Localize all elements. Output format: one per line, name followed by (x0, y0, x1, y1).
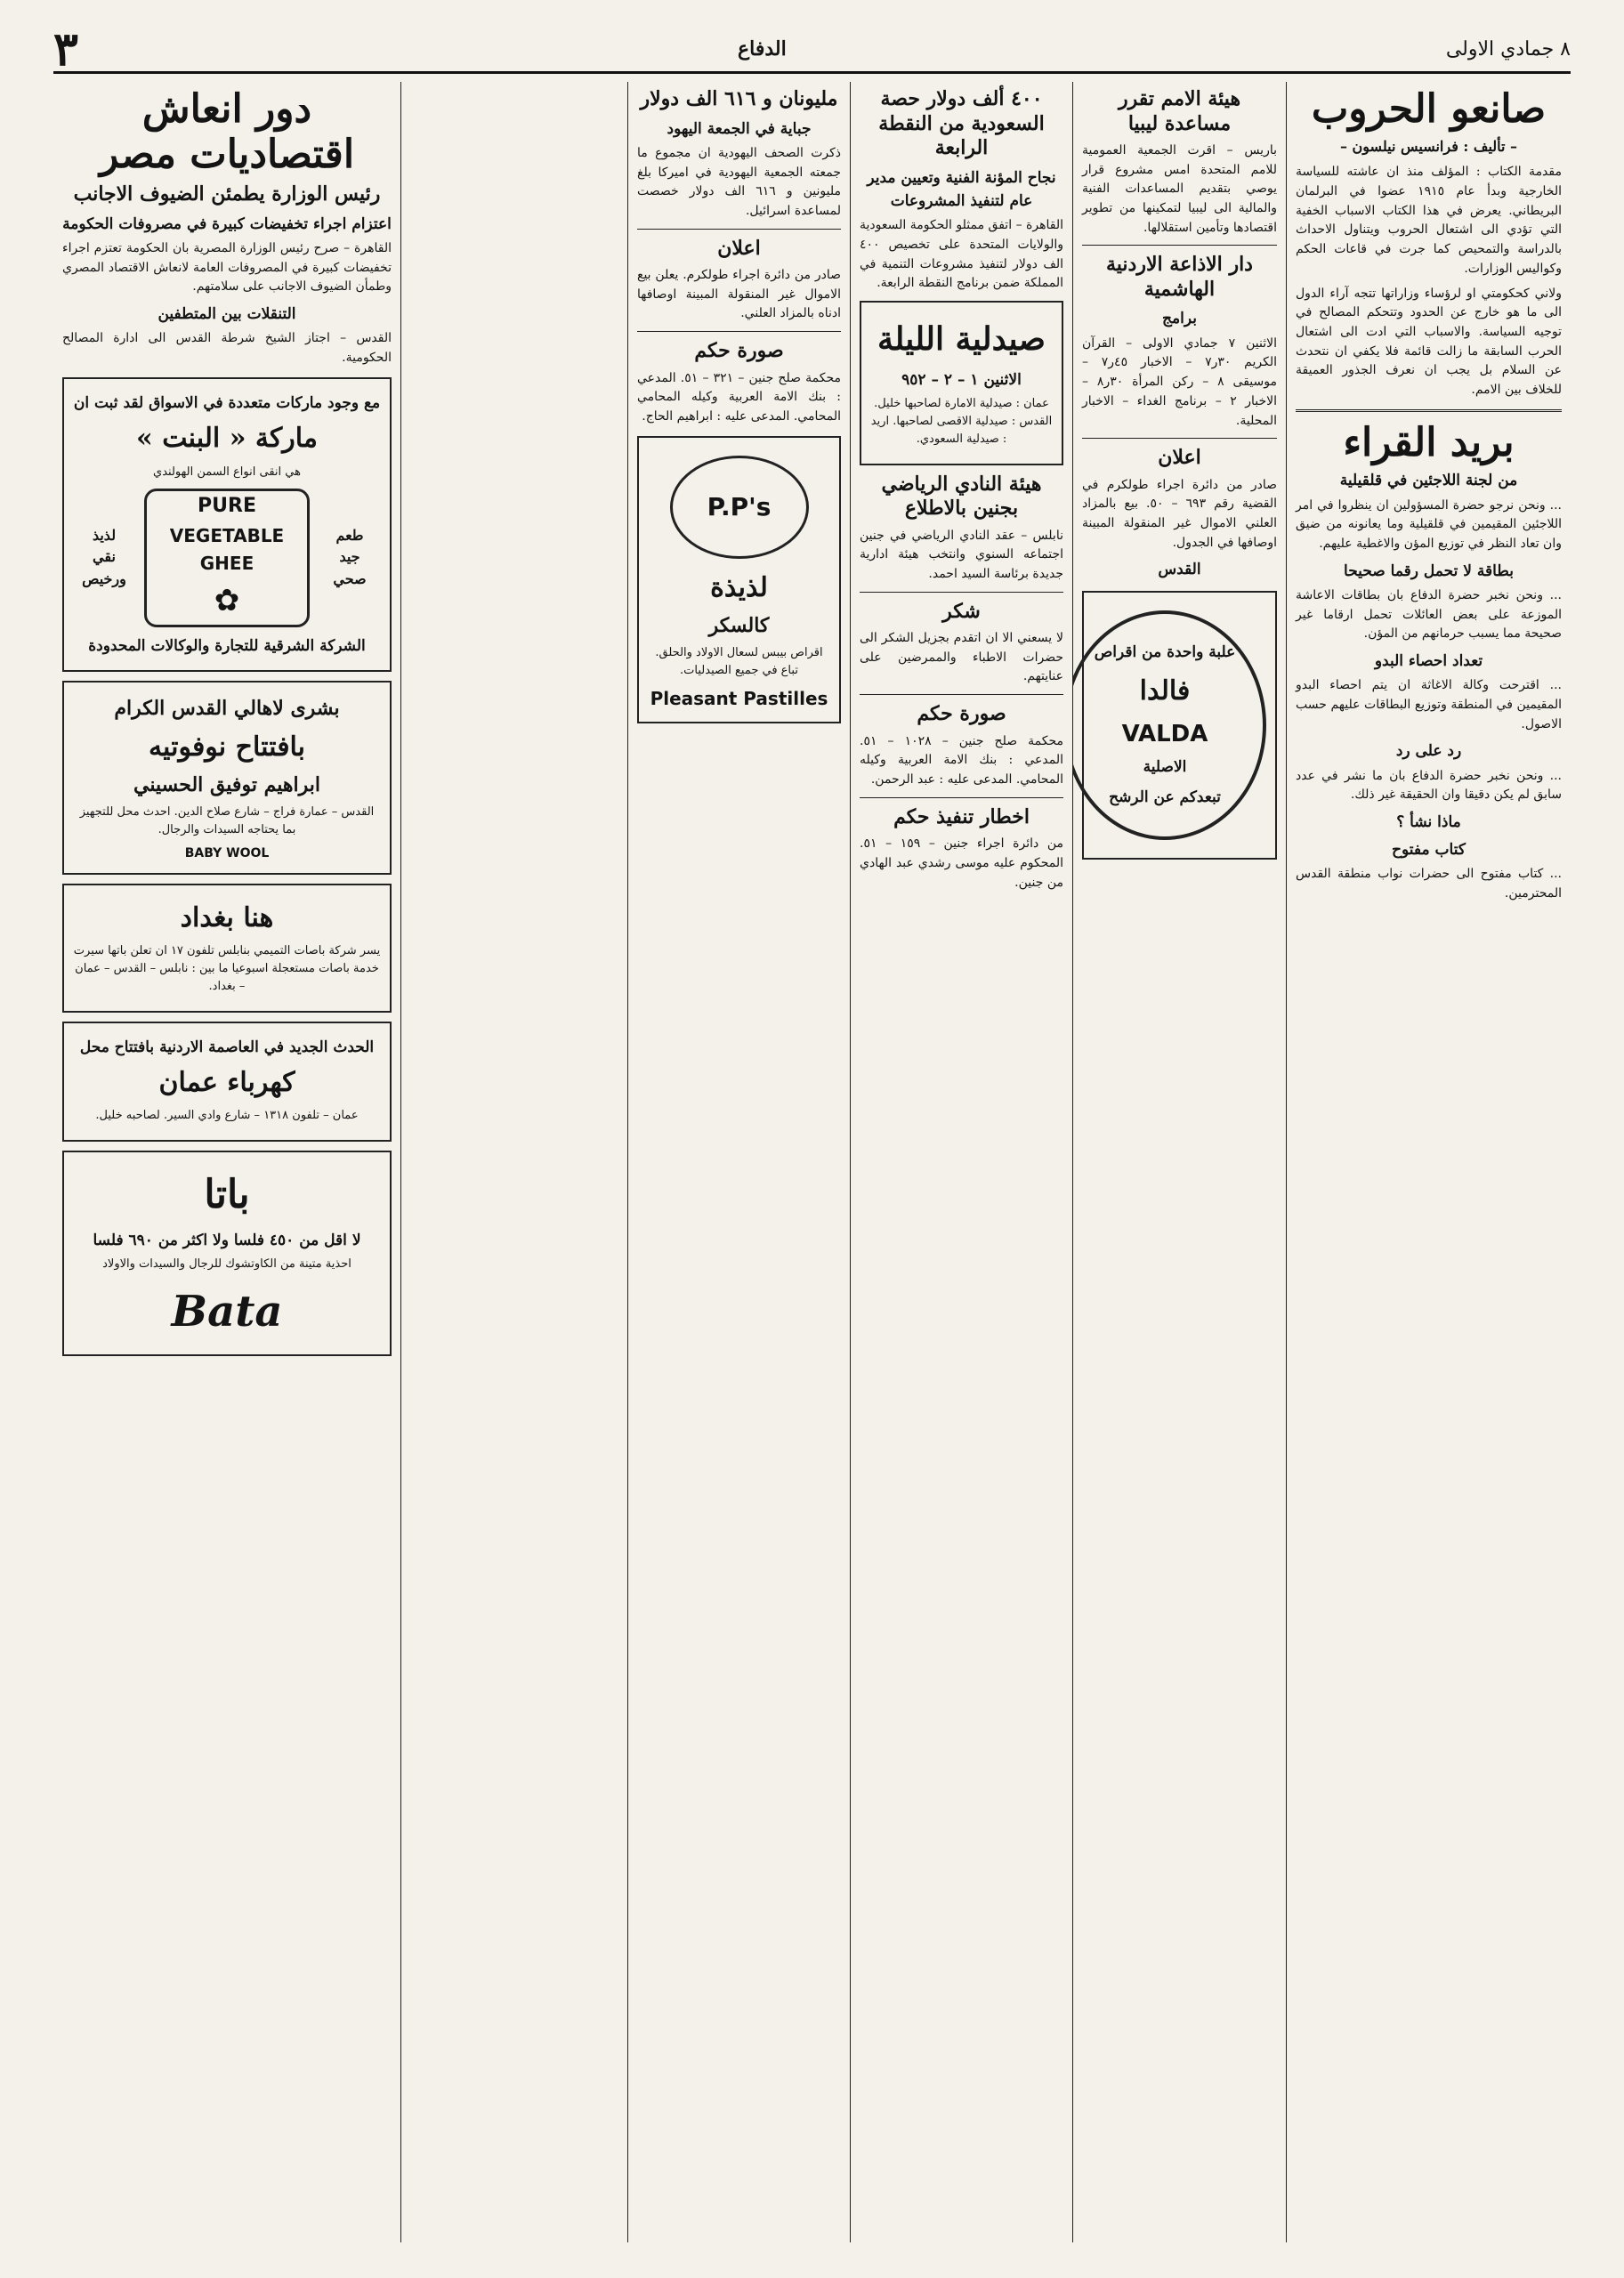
novelty-latin: BABY WOOL (184, 845, 270, 860)
novelty-ad (62, 681, 392, 874)
paper-name: الدفاع (738, 37, 787, 61)
divider (1082, 245, 1277, 246)
ghee-ad (62, 377, 392, 672)
ghee-latin: VEGETABLE GHEE (169, 524, 285, 574)
letter-title: من لجنة اللاجئين في قلقيلية (1339, 472, 1518, 490)
letter-title: ماذا نشأ ؟ (1396, 813, 1461, 832)
pp-latin-name: Pleasant Pastilles (650, 688, 828, 709)
column-libya (1072, 82, 1286, 2242)
notice-title: اعلان (1158, 446, 1201, 470)
article-title: ٤٠٠ ألف دولار حصة السعودية من النقطة الرابعة (878, 87, 1045, 159)
article-title: هيئة النادي الرياضي بجنين بالاطلاع (881, 472, 1042, 520)
article-title: صانعو الحروب (1311, 86, 1547, 132)
valda-logo (1072, 610, 1266, 840)
ghee-word: نقي (93, 548, 116, 566)
letter-title: كتاب مفتوح (1392, 840, 1466, 859)
pp-tag: كالسكر (708, 614, 770, 638)
novelty-shop: بافتتاح نوفوتيه (148, 731, 306, 763)
valda-ad (1082, 591, 1277, 860)
letter-body: ... ونحن نخبر حضرة الدفاع بان بطاقات الاعاشة الموزعة على بعض العائلات تحمل ارقاما غير صحيحة مما يسبب حرمانهم من المؤن. (1296, 587, 1562, 642)
divider (1082, 438, 1277, 439)
divider (637, 331, 841, 332)
ghee-can (144, 489, 310, 627)
valda-brand-latin: VALDA (1121, 720, 1208, 747)
letter-body: ... ونحن نخبر حضرة الدفاع بان ما نشر في عدد سابق لم يكن دقيقا وان الحقيقة غير ذلك. (1296, 768, 1562, 803)
ghee-sub: هي انقى انواع السمن الهولندي (153, 464, 301, 479)
novelty-owner: ابراهيم توفيق الحسيني (133, 773, 320, 797)
article-subtitle: رئيس الوزارة يطمئن الضيوف الاجانب (73, 182, 381, 206)
judgment-title: صورة حكم (917, 702, 1006, 726)
article-title: هيئة الامم تقرر مساعدة ليبيا (1118, 87, 1241, 135)
column-egypt-ads (53, 82, 400, 2242)
pharmacy-text: عمان : صيدلية الامارة لصاحبها خليل. القدس : صيدلية الاقصى لصاحبها. اريد : صيدلية السعودي. (870, 397, 1053, 447)
article-body: باريس – اقرت الجمعية العمومية للامم المتحدة امس مشروع قرار يوصي بتقديم المساعدات الفنية والمالية الى ليبيا لتمكينها من تطوير اقتصادها وتأمين استقلالها. (1082, 143, 1277, 235)
article-body: نابلس – عقد النادي الرياضي في جنين اجتماعه السنوي وانتخب هيئة ادارية جديدة برئاسة السيد احمد. (860, 528, 1063, 581)
issue-date: ٨ جمادي الاولى (1445, 37, 1571, 61)
article-subtitle: نجاح المؤنة الفنية وتعيين مدير عام لتنفيذ المشروعات (867, 168, 1056, 210)
letter-title: بطاقة لا تحمل رقما صحيحا (1344, 561, 1514, 580)
article-byline: – تأليف : فرانسيس نيلسون – (1339, 137, 1518, 155)
divider (860, 694, 1063, 695)
judgment-body: محكمة صلح جنين – ١٠٢٨ – ٥١. المدعي : بنك الامة العربية وكيله المحامي. المدعى عليه : عبد الرحمن. (860, 733, 1063, 787)
ghee-word: طعم (335, 526, 364, 544)
novelty-title: بشرى لاهالي القدس الكرام (114, 697, 340, 721)
pp-logo: P.P's (670, 456, 809, 559)
ghee-word: ورخيص (82, 570, 126, 588)
program-label: برامج (1162, 310, 1197, 328)
letter-title: تعداد احصاء البدو (1374, 652, 1483, 671)
baghdad-title: هنا بغداد (180, 901, 274, 933)
judgment-title: صورة حكم (694, 339, 784, 363)
article-title: التنقلات بين المتطفين (158, 305, 296, 324)
divider (1296, 409, 1562, 412)
valda-tag: تبعدكم عن الرشح (1109, 788, 1221, 807)
bata-price: لا اقل من ٤٥٠ فلسا ولا اكثر من ٦٩٠ فلسا (93, 1231, 361, 1249)
ghee-agent: الشركة الشرقية للتجارة والوكالات المحدودة (88, 636, 366, 655)
article-body: ولاني كحكومتي او لرؤساء وزاراتها تتجه آراء الدول الى ما هو خارج عن الحدود وتتحكم المصالح في توجيه السياسة. والاسباب التي ادت الى اشتعال الحرب السابقة ما زالت قائمة فلا يكفي ان نتحدث عن السلام بل يجب ان نعرف الجذور العميقة للخلاف بين الامم. (1296, 286, 1562, 397)
article-subtitle: جباية في الجمعة اليهود (667, 119, 812, 138)
thanks-body: لا يسعني الا ان اتقدم بجزيل الشكر الى حضرات الاطباء والممرضين على عنايتهم. (860, 631, 1063, 684)
pharmacy-title: صيدلية الليلة (877, 319, 1046, 358)
closing-place: القدس (1158, 561, 1201, 579)
ghee-word: لذيذ (92, 526, 117, 544)
electric-name: كهرباء عمان (158, 1066, 295, 1098)
article-title: دور انعاش اقتصاديات مصر (99, 86, 355, 177)
novelty-text: القدس – عمارة فراج – شارع صلاح الدين. احدث محل للتجهيز بما يحتاجه السيدات والرجال. (79, 804, 375, 836)
divider (860, 797, 1063, 798)
letter-body: ... كتاب مفتوح الى حضرات نواب منطقة القدس المحترمين. (1296, 866, 1562, 901)
notice-title: اعلان (717, 236, 761, 260)
judgment-body: محكمة صلح جنين – ٣٢١ – ٥١. المدعي : بنك الامة العربية وكيله المحامي المحامي. المدعى عليه : ابراهيم الحاج. (637, 370, 841, 424)
ghee-headline: مع وجود ماركات متعددة في الاسواق لقد ثبت ان (73, 393, 381, 412)
article-body: ذكرت الصحف اليهودية ان مجموع ما جمعته الجمعية اليهودية في اميركا بلغ مليونين و ٦١٦ الف دولار خصصت لمساعدة اسرائيل. (637, 145, 842, 218)
pharmacy-date: الاثنين ١ – ٢ – ٩٥٢ (901, 370, 1022, 389)
electric-ad (62, 1022, 392, 1142)
pharmacy-box (860, 301, 1063, 465)
column-war-makers (1286, 82, 1571, 2242)
pp-text: اقراص بيبس لسعال الاولاد والحلق. تباع في جميع الصيدليات. (655, 645, 823, 677)
program-schedule: الاثنين ٧ جمادي الاولى – القرآن الكريم ٣٠ر٧ – الاخبار ٤٥ر٧ – موسيقى ٨ – ركن المرأة ٣٠ر٨ – الاخبار ٢ – برنامج الغداء – الاخبار المحلية. (1082, 335, 1278, 428)
article-title: مليونان و ٦١٦ الف دولار (640, 87, 838, 110)
ghee-latin: PURE (198, 495, 256, 518)
masthead (53, 21, 1571, 77)
ghee-brand: ماركة « البنت » (136, 423, 318, 455)
section-title-readers: بريد القراء (1343, 419, 1515, 465)
letter-body: ... ونحن نرجو حضرة المسؤولين ان ينظروا في امر اللاجئين المقيمين في قلقيلية وما يعانونه من ضيق وان تعاد النظر في توزيع المؤن والاغطية عليهم. (1296, 497, 1562, 551)
divider (860, 592, 1063, 593)
exec-body: من دائرة اجراء جنين – ١٥٩ – ٥١. المحكوم عليه موسى رشدي عبد الهادي من جنين. (860, 836, 1063, 890)
letter-title: رد على رد (1395, 742, 1462, 761)
valda-brand-ar: فالدا (1139, 675, 1191, 707)
valda-tag: الاصلية (1143, 758, 1187, 777)
electric-title: الحدث الجديد في العاصمة الاردنية بافتتاح محل (79, 1038, 375, 1056)
section-title-radio: دار الاذاعة الاردنية الهاشمية (1106, 253, 1253, 301)
exec-title: اخطار تنفيذ حكم (893, 804, 1030, 828)
ghee-right-words (319, 525, 381, 591)
ghee-word: صحي (333, 570, 367, 588)
notice-body: صادر من دائرة اجراء طولكرم. يعلن بيع الاموال غير المنقولة المبينة اوصافها ادناه بالمزاد العلني. (637, 268, 841, 321)
ghee-label (73, 489, 381, 627)
bata-ad (62, 1151, 392, 1356)
letter-body: ... اقترحت وكالة الاغاثة ان يتم احصاء البدو المقيمين في المنطقة وتوزيع البطاقات عليهم حسب الاصول. (1296, 678, 1562, 731)
pp-pastilles-ad (637, 436, 841, 723)
bata-text: احذية متينة من الكاوتشوك للرجال والسيدات والاولاد (102, 1257, 351, 1272)
notice-body: صادر من دائرة اجراء طولكرم في القضية رقم ٦٩٣ – ٥٠. بيع بالمزاد العلني الاموال غير المنقولة المبينة اوصافها في الجدول. (1082, 477, 1278, 550)
article-body: القدس – اجتاز الشيخ شرطة القدس الى ادارة المصالح الحكومية. (62, 331, 392, 366)
baghdad-ad (62, 884, 392, 1013)
bata-logo: Bata (171, 1287, 283, 1337)
page-number: ٣ (53, 21, 78, 77)
pp-ar-title: لذيذة (710, 571, 768, 603)
column-dollars (627, 82, 850, 2242)
article-body: القاهرة – صرح رئيس الوزارة المصرية بان الحكومة تعتزم اجراء تخفيضات كبيرة في المصروفات العامة لانعاش الاقتصاد المصري وطمأن الضيوف الاجانب على سلامتهم. (62, 241, 392, 295)
article-subtitle: اعتزام اجراء تخفيضات كبيرة في مصروفات الحكومة (62, 214, 392, 233)
girl-logo-icon: ✿ (214, 582, 240, 618)
column-saudi (850, 82, 1072, 2242)
article-intro: مقدمة الكتاب : المؤلف منذ ان عاشته للسياسة الخارجية وبدأ عام ١٩١٥ عضوا في البرلمان البريطاني. يعرض في هذا الكتاب الاسباب الخفية التي تؤدي الى اشتعال الحروب ويتناول الاحداث بالدراسة والتمحيص كما جرت في قاعات الحكم وكواليس الوزارات. (1296, 165, 1562, 276)
baghdad-text: يسر شركة باصات التميمي بنابلس تلفون ١٧ ان تعلن باتها سيرت خدمة باصات مستعجلة اسبوعيا ما بين : نابلس – القدس – عمان – بغداد. (73, 944, 381, 994)
article-body: القاهرة – اتفق ممثلو الحكومة السعودية والولايات المتحدة على تخصيص ٤٠٠ الف دولار لتنفيذ مشروعات التنمية في المملكة ضمن برنامج النقطة الرابعة. (860, 218, 1063, 291)
electric-text: عمان – تلفون ١٣١٨ – شارع وادي السير. لصاحبه خليل. (95, 1109, 359, 1123)
valda-tag: علبة واحدة من اقراص (1094, 642, 1236, 661)
column-egypt-news (400, 82, 627, 2242)
bata-ar: باتا (204, 1171, 250, 1217)
ghee-left-words (73, 525, 135, 591)
ghee-word: جيد (339, 548, 360, 566)
thanks-title: شكر (942, 599, 981, 623)
divider (637, 229, 841, 230)
